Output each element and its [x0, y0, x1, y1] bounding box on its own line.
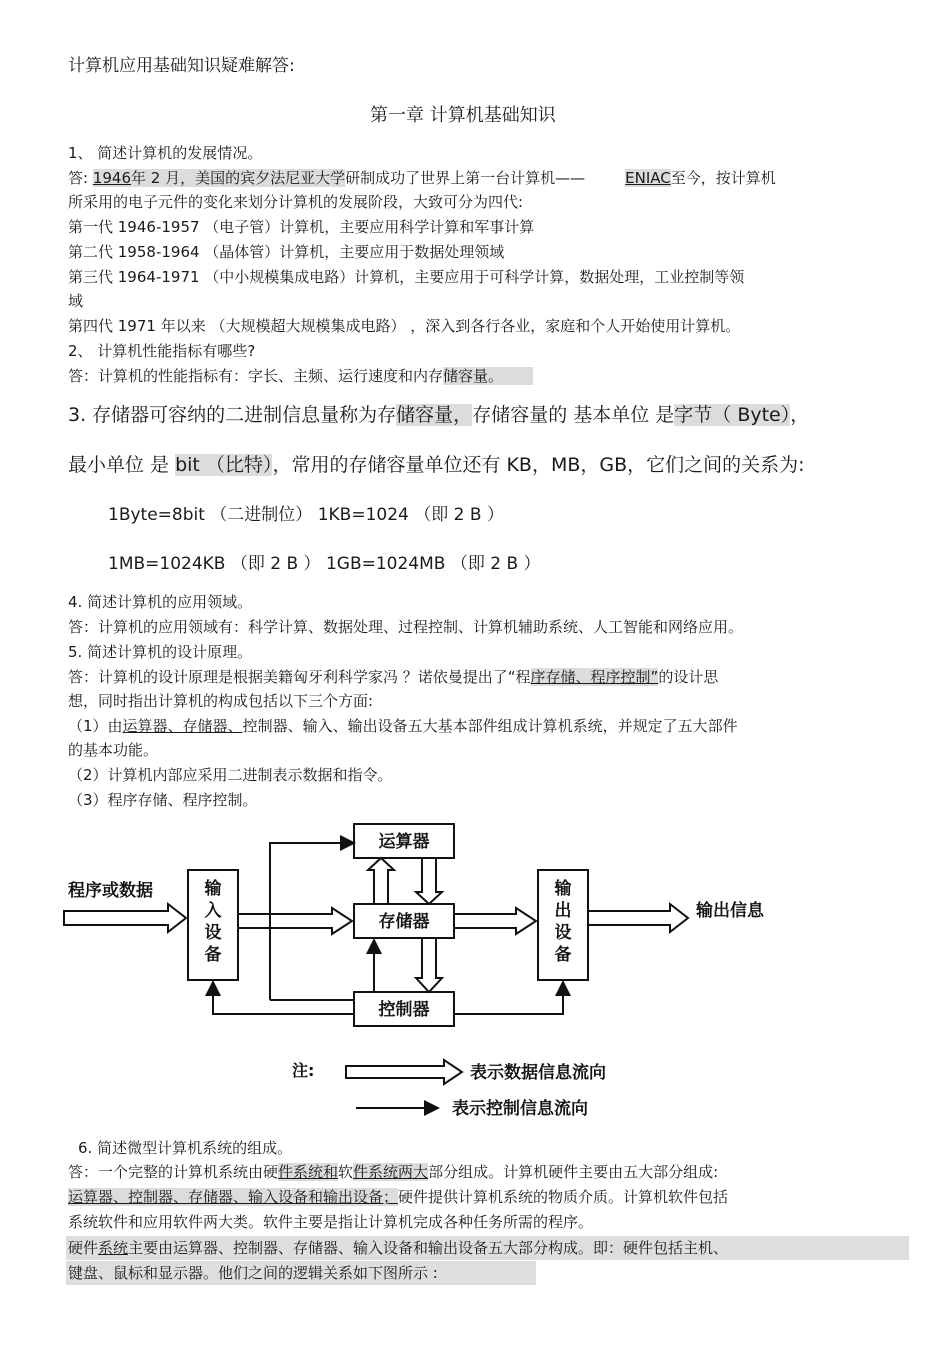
output-info-label: 输出信息 [696, 901, 764, 921]
answer-6-e: 部分组成。计算机硬件主要由五大部分组成: [428, 1163, 719, 1181]
data-arrow-memory-output [454, 908, 536, 934]
storage-def-a: 3. 存储器可容纳的二进制信息量称为存 [68, 404, 397, 426]
control-line-to-alu [270, 843, 354, 980]
note-label: 注: [292, 1061, 315, 1080]
generation-2: 第二代 1958-1964 （晶体管）计算机，主要应用于数据处理领域 [68, 243, 505, 261]
answer-6-a: 答：一个完整的计算机系统由硬 [68, 1163, 279, 1181]
memory-label: 存储器 [378, 912, 430, 932]
legend-data-label: 表示数据信息流向 [470, 1063, 606, 1083]
answer-1-text: 研制成功了世界上第一台计算机—— [345, 169, 586, 187]
storage-capacity-highlight: 储容量。 [443, 367, 533, 385]
unit-relation-1: 1Byte=8bit （二进制位） 1KB=1024 （即 2 B ） [108, 505, 504, 525]
answer-prefix: 答: [68, 169, 93, 187]
date-university: 年 2 月，美国的宾夕法尼亚大学 [131, 169, 346, 187]
byte-unit: 字节（ Byte） [674, 404, 791, 426]
hardware-system: 件系统和 [278, 1163, 339, 1181]
answer-1-tail: 至今，按计算机 [670, 169, 776, 187]
input-char-2: 入 [204, 901, 222, 921]
software-system: 件系统两大 [353, 1163, 429, 1181]
year-1946: 1946 [92, 169, 132, 187]
eniac: ENIAC [625, 169, 671, 187]
output-char-1: 输 [554, 879, 572, 899]
input-char-4: 备 [204, 945, 222, 965]
question-6: 6. 简述微型计算机系统的组成。 [78, 1139, 293, 1157]
answer-6-h: 主要由运算器、控制器、存储器、输入设备和输出设备五大部分构成。即：硬件包括主机、 [128, 1239, 729, 1257]
question-2: 2、 计算机性能指标有哪些? [68, 342, 256, 360]
legend-data-arrow [346, 1060, 462, 1084]
program-data-label: 程序或数据 [68, 881, 153, 901]
answer-5-line-2: 想，同时指出计算机的构成包括以下三个方面: [68, 692, 374, 710]
answer-2-text: 答：计算机的性能指标有：字长、主频、运行速度和内存 [68, 367, 444, 385]
answer-5-c: 的设计思 [658, 668, 719, 686]
computer-architecture-diagram [60, 808, 860, 1128]
bit-unit: bit （比特） [175, 454, 273, 476]
output-char-3: 设 [554, 923, 572, 943]
data-arrow-in [64, 904, 186, 932]
answer-5-line-1 [68, 667, 718, 687]
program-storage-control: 序存储、程序控制” [530, 668, 659, 686]
legend-control-label: 表示控制信息流向 [452, 1099, 588, 1119]
system-word: 系统 [98, 1239, 129, 1257]
generation-4: 第四代 1971 年以来 （大规模超大规模集成电路） ，深入到各行各业，家庭和个人开始使用计算机。 [68, 317, 741, 335]
answer-6-line-4 [68, 1238, 728, 1258]
generation-3-cont: 域 [68, 292, 84, 310]
output-char-2: 出 [554, 901, 572, 921]
data-arrow-memory-alu [368, 858, 394, 904]
answer-1-line-1 [68, 168, 776, 188]
question-5: 5. 简述计算机的设计原理。 [68, 643, 253, 661]
principle-3: （3）程序存储、程序控制。 [68, 791, 258, 809]
data-arrow-out [588, 904, 688, 932]
alu-label: 运算器 [378, 832, 430, 852]
principle-1-a: （1）由 [68, 717, 123, 735]
storage-def-b: 储容量， [396, 404, 473, 426]
control-line-to-input [213, 982, 354, 1014]
answer-4: 答：计算机的应用领域有：科学计算、数据处理、过程控制、计算机辅助系统、人工智能和网络应用。 [68, 618, 744, 636]
answer-6-line-1 [68, 1162, 718, 1182]
storage-def-c: 存储容量的 基本单位 是 [472, 404, 675, 426]
principle-2: （2）计算机内部应采用二进制表示数据和指令。 [68, 766, 393, 784]
answer-6-line-2 [68, 1187, 728, 1207]
generation-3: 第三代 1964-1971 （中小规模集成电路）计算机，主要应用于可科学计算，数据处理，工业控制等领 [68, 268, 745, 286]
input-char-3: 设 [204, 923, 222, 943]
storage-definition-line-1 [68, 402, 809, 428]
storage-def-e: ， [790, 404, 810, 426]
answer-5-a: 答：计算机的设计原理是根据美籍匈牙利科学家冯 ？诺依曼提出了“程 [68, 668, 531, 686]
principle-1 [68, 716, 738, 736]
controller-label: 控制器 [378, 1000, 430, 1020]
principle-1-cont: 的基本功能。 [68, 741, 159, 759]
data-arrow-input-memory [238, 908, 352, 934]
control-line-to-output [454, 982, 563, 1014]
data-arrow-alu-memory [416, 858, 442, 904]
answer-1-line-2: 所采用的电子元件的变化来划分计算机的发展阶段，大致可分为四代: [68, 193, 524, 211]
answer-2 [68, 366, 533, 386]
answer-6-line-5: 键盘、鼠标和显示器。他们之间的逻辑关系如下图所示 : [68, 1264, 438, 1282]
question-1: 1、 简述计算机的发展情况。 [68, 144, 263, 162]
generation-1: 第一代 1946-1957 （电子管）计算机，主要应用科学计算和军事计算 [68, 218, 535, 236]
storage-def-f: 最小单位 是 [68, 454, 176, 476]
answer-6-c: 软 [338, 1163, 354, 1181]
principle-1-components: 运算器、存储器、 [122, 717, 243, 735]
output-char-4: 备 [554, 945, 572, 965]
unit-relation-2: 1MB=1024KB （即 2 B ） 1GB=1024MB （即 2 B ） [108, 554, 541, 574]
document-title: 计算机应用基础知识疑难解答: [68, 56, 295, 76]
principle-1-c: 控制器、输入、输出设备五大基本部件组成计算机系统，并规定了五大部件 [242, 717, 738, 735]
hardware-components: 运算器、控制器、存储器、输入设备和输出设备； [68, 1188, 399, 1206]
storage-def-g: ，常用的存储容量单位还有 KB，MB，GB，它们之间的关系为: [272, 454, 805, 476]
data-arrow-memory-controller [416, 938, 442, 992]
chapter-title: 第一章 计算机基础知识 [370, 105, 556, 126]
input-char-1: 输 [204, 879, 222, 899]
storage-definition-line-2 [68, 452, 805, 478]
question-4: 4. 简述计算机的应用领域。 [68, 593, 253, 611]
answer-6-g: 硬件 [68, 1239, 99, 1257]
answer-6-f: 硬件提供计算机系统的物质介质。计算机软件包括 [398, 1188, 729, 1206]
answer-6-line-3: 系统软件和应用软件两大类。软件主要是指让计算机完成各种任务所需的程序。 [68, 1213, 594, 1231]
